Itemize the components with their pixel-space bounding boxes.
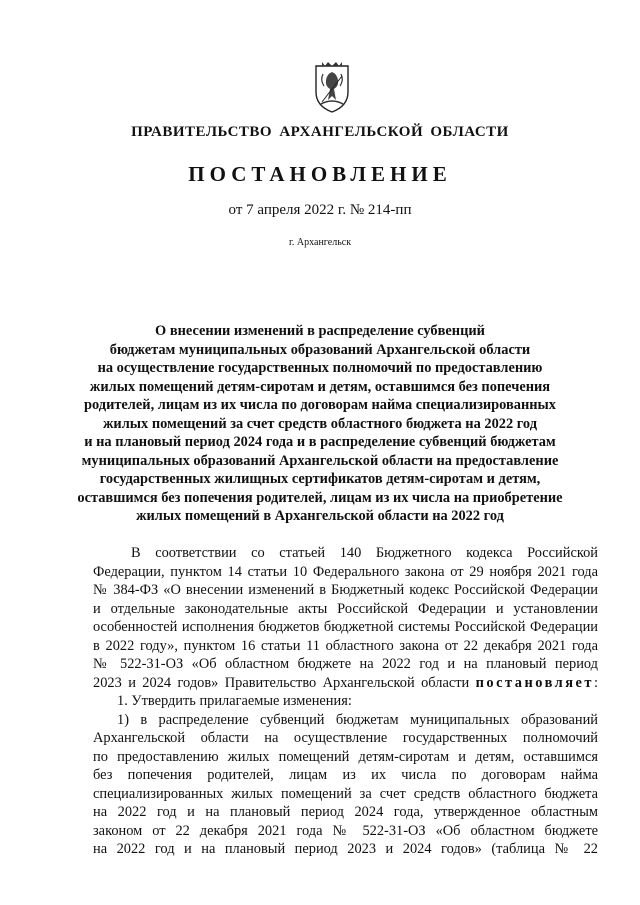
body-line-decree [93,674,598,693]
document-title [60,322,580,526]
title-line: и на плановый период 2024 года и в распределение субвенций бюджетам [84,434,556,450]
body-line: № 384-ФЗ «О внесении изменений в Бюджетный кодекс Российской Федерации [93,582,598,598]
body-line: законом от 22 декабря 2021 года № 522-31-ОЗ «Об областном бюджете [93,822,598,839]
body-line: № 522-31-ОЗ «Об областном бюджете на 2022 год и на плановый период [93,656,598,672]
title-line: О внесении изменений в распределение субвенций [155,323,485,339]
body-line: и отдельные законодательные акты Российской Федерации и установлении [93,600,598,617]
body-line-text: 2023 и 2024 годов» Правительство Архангельской области [93,674,470,691]
document-type: ПОСТАНОВЛЕНИЕ [188,162,452,186]
body-line: Федерации, пунктом 14 статьи 10 Федерального закона от 29 ноября 2021 года [93,563,598,580]
body-line: Архангельской области на осуществление государственных полномочий [93,730,598,746]
title-line: родителей, лицам из их числа по договорам найма специализированных [84,397,556,413]
body-line: в 2022 году», пунктом 16 статьи 11 областного закона от 22 декабря 2021 года [93,637,598,654]
body-line: по предоставлению жилых помещений детям-сиротам и детям, оставшимся [93,748,598,765]
body-line: В соответствии со статьей 140 Бюджетного кодекса Российской [131,545,598,561]
body-line: 1) в распределение субвенций бюджетам муниципальных образований [117,711,598,728]
decree-colon: : [593,674,598,691]
body-line: на 2022 год и на плановый период 2024 года, утвержденное областным [93,804,598,820]
title-line: оставшимся без попечения родителей, лицам из их числа на приобретение [77,489,563,506]
title-line: бюджетам муниципальных образований Архангельской области [109,341,531,358]
document-city: г. Архангельск [288,237,352,248]
organization-name: ПРАВИТЕЛЬСТВО АРХАНГЕЛЬСКОЙ ОБЛАСТИ [131,124,509,140]
body-line: без попечения родителей, лицам из их числа по договорам найма [93,767,598,783]
title-line: муниципальных образований Архангельской области на предоставление [81,452,559,469]
decree-word: постановляет [475,674,594,691]
document-date-number: от 7 апреля 2022 г. № 214-пп [228,202,412,218]
title-line: государственных жилищных сертификатов детям-сиротам и детям, [99,471,541,487]
title-line: жилых помещений за счет средств областного бюджета на 2022 год [102,415,537,432]
body-line: специализированных жилых помещений за счет средств областного бюджета [93,785,598,802]
body-line: 1. Утвердить прилагаемые изменения: [117,693,352,709]
title-line: на осуществление государственных полномочий по предоставлению [97,360,543,376]
title-line: жилых помещений в Архангельской области на 2022 год [136,508,504,524]
body-line: особенностей исполнения бюджетов бюджетной системы Российской Федерации [93,619,598,635]
body-line: на 2022 год и на плановый период 2023 и 2024 годов» (таблица № 22 [93,841,598,857]
title-line: жилых помещений детям-сиротам и детям, оставшимся без попечения [89,378,551,395]
coat-of-arms-icon [313,60,351,114]
document-body [93,544,598,859]
